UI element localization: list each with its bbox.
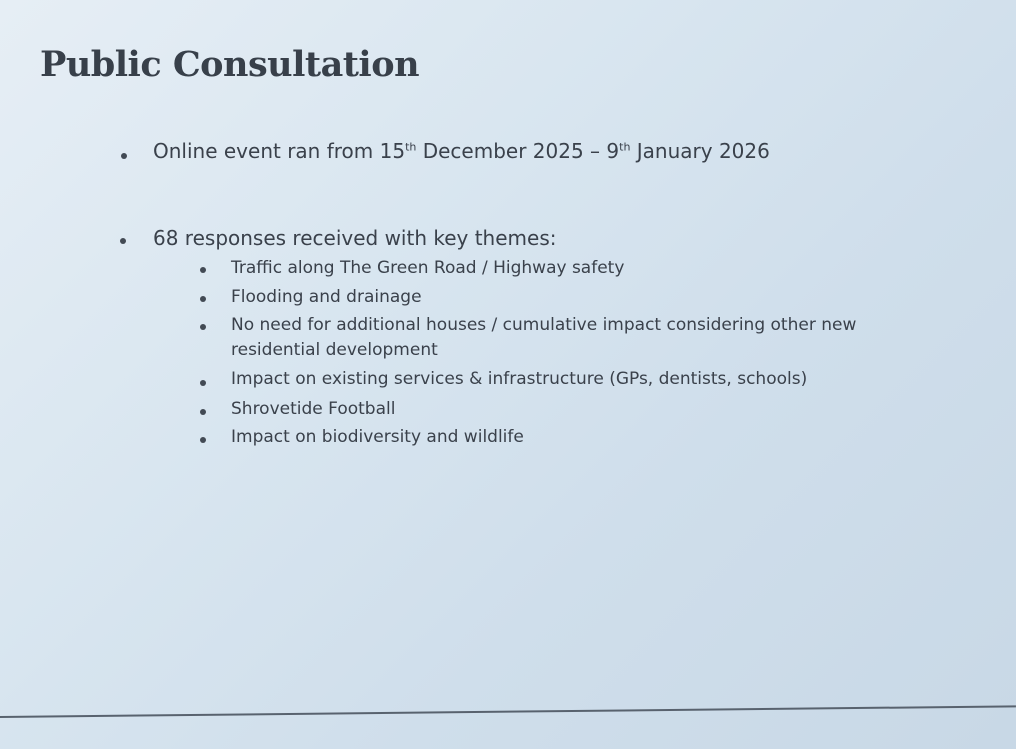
theme-item bbox=[231, 313, 921, 363]
sub-bullet-dot bbox=[200, 324, 206, 330]
sub-bullet-dot bbox=[200, 296, 206, 302]
theme-item bbox=[231, 285, 921, 310]
sub-bullet-dot bbox=[200, 267, 206, 273]
theme-text: Impact on biodiversity and wildlife bbox=[231, 427, 524, 447]
ordinal-suffix: th bbox=[405, 140, 417, 154]
theme-item bbox=[231, 367, 921, 392]
bullet-text-part: December 2025 – 9 bbox=[416, 139, 620, 163]
sub-bullet-dot bbox=[200, 437, 206, 443]
theme-text: Traffic along The Green Road / Highway safety bbox=[231, 258, 625, 278]
theme-text: No need for additional houses / cumulative impact considering other new residential development bbox=[231, 315, 857, 360]
bullet-text-part: Online event ran from 15 bbox=[153, 139, 406, 163]
theme-item bbox=[231, 256, 921, 281]
theme-item bbox=[231, 397, 921, 422]
sub-bullet-dot bbox=[200, 409, 206, 415]
theme-item bbox=[231, 425, 921, 450]
theme-text: Shrovetide Football bbox=[231, 399, 396, 419]
ordinal-suffix: th bbox=[619, 140, 631, 154]
bullet-responses bbox=[153, 226, 557, 250]
bullet-online-event bbox=[153, 139, 770, 163]
bullet-dot bbox=[121, 153, 127, 159]
bullet-dot bbox=[120, 238, 126, 244]
footer-divider bbox=[0, 705, 1016, 718]
sub-bullet-dot bbox=[200, 380, 206, 386]
bullet-text: 68 responses received with key themes: bbox=[153, 226, 557, 250]
theme-text: Impact on existing services & infrastructure (GPs, dentists, schools) bbox=[231, 369, 808, 389]
theme-text: Flooding and drainage bbox=[231, 287, 422, 307]
bullet-text-part: January 2026 bbox=[630, 139, 770, 163]
slide-title: Public Consultation bbox=[40, 44, 420, 85]
